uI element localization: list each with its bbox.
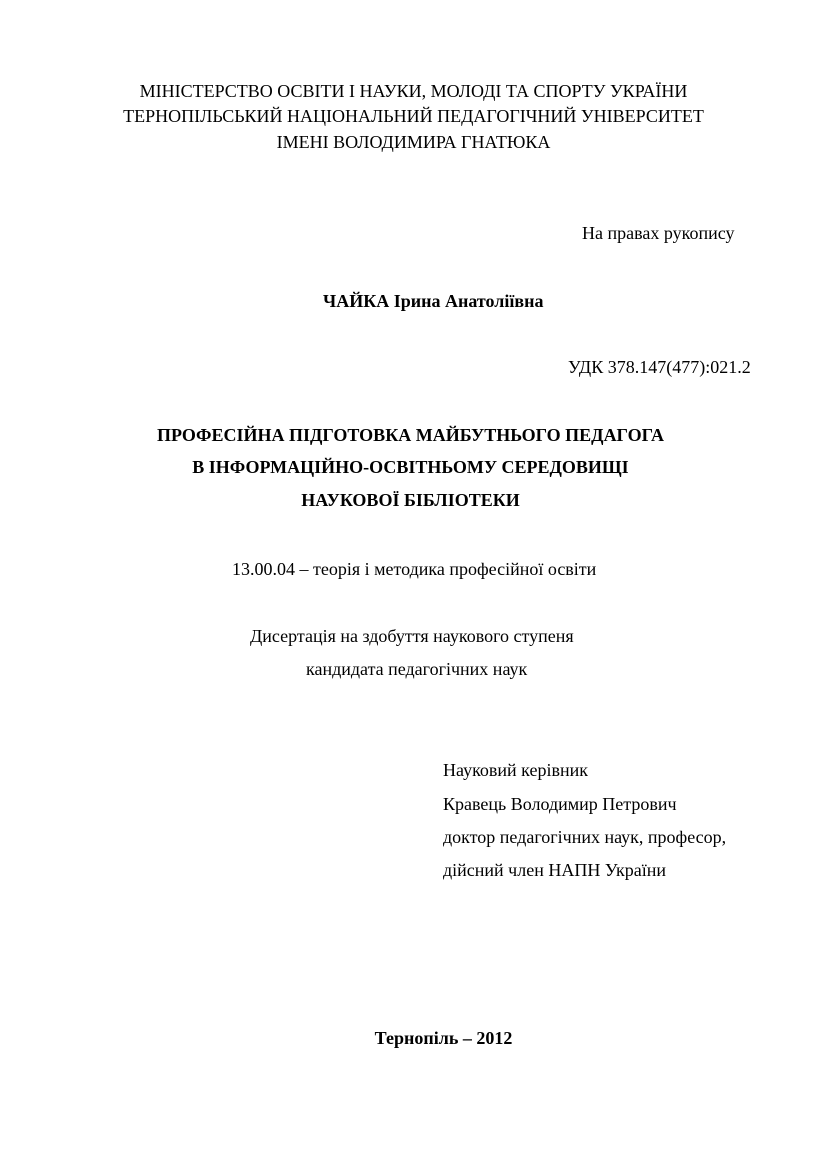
supervisor-membership: дійсний член НАПН України [443, 860, 666, 880]
manuscript-note: На правах рукопису [582, 223, 735, 243]
thesis-title-line-2: В ІНФОРМАЦІЙНО-ОСВІТНЬОМУ СЕРЕДОВИЩІ [192, 457, 629, 477]
city-year: Тернопіль – 2012 [374, 1028, 513, 1048]
university-line: ТЕРНОПІЛЬСЬКИЙ НАЦІОНАЛЬНИЙ ПЕДАГОГІЧНИЙ УНІВЕРСИТЕТ [123, 106, 704, 126]
thesis-title-line-1: ПРОФЕСІЙНА ПІДГОТОВКА МАЙБУТНЬОГО ПЕДАГОГА [156, 425, 665, 445]
dissertation-degree-line-2: кандидата педагогічних наук [306, 659, 528, 679]
supervisor-degree: доктор педагогічних наук, професор, [443, 827, 727, 847]
author-name [323, 290, 544, 312]
dissertation-degree-line-1: Дисертація на здобуття наукового ступеня [250, 626, 574, 646]
ministry-line: МІНІСТЕРСТВО ОСВІТИ І НАУКИ, МОЛОДІ ТА СПОРТУ УКРАЇНИ [139, 81, 688, 101]
thesis-title-line-3: НАУКОВОЇ БІБЛІОТЕКИ [301, 490, 520, 510]
author-surname: ЧАЙКА [323, 291, 390, 311]
specialty-code: 13.00.04 – теорія і методика професійної освіти [232, 559, 597, 579]
university-name-line: ІМЕНІ ВОЛОДИМИРА ГНАТЮКА [276, 132, 551, 152]
udc-code: УДК 378.147(477):021.2 [568, 357, 751, 377]
supervisor-name: Кравець Володимир Петрович [443, 794, 677, 814]
author-given-names: Ірина Анатоліївна [393, 291, 544, 311]
supervisor-heading: Науковий керівник [443, 760, 588, 780]
